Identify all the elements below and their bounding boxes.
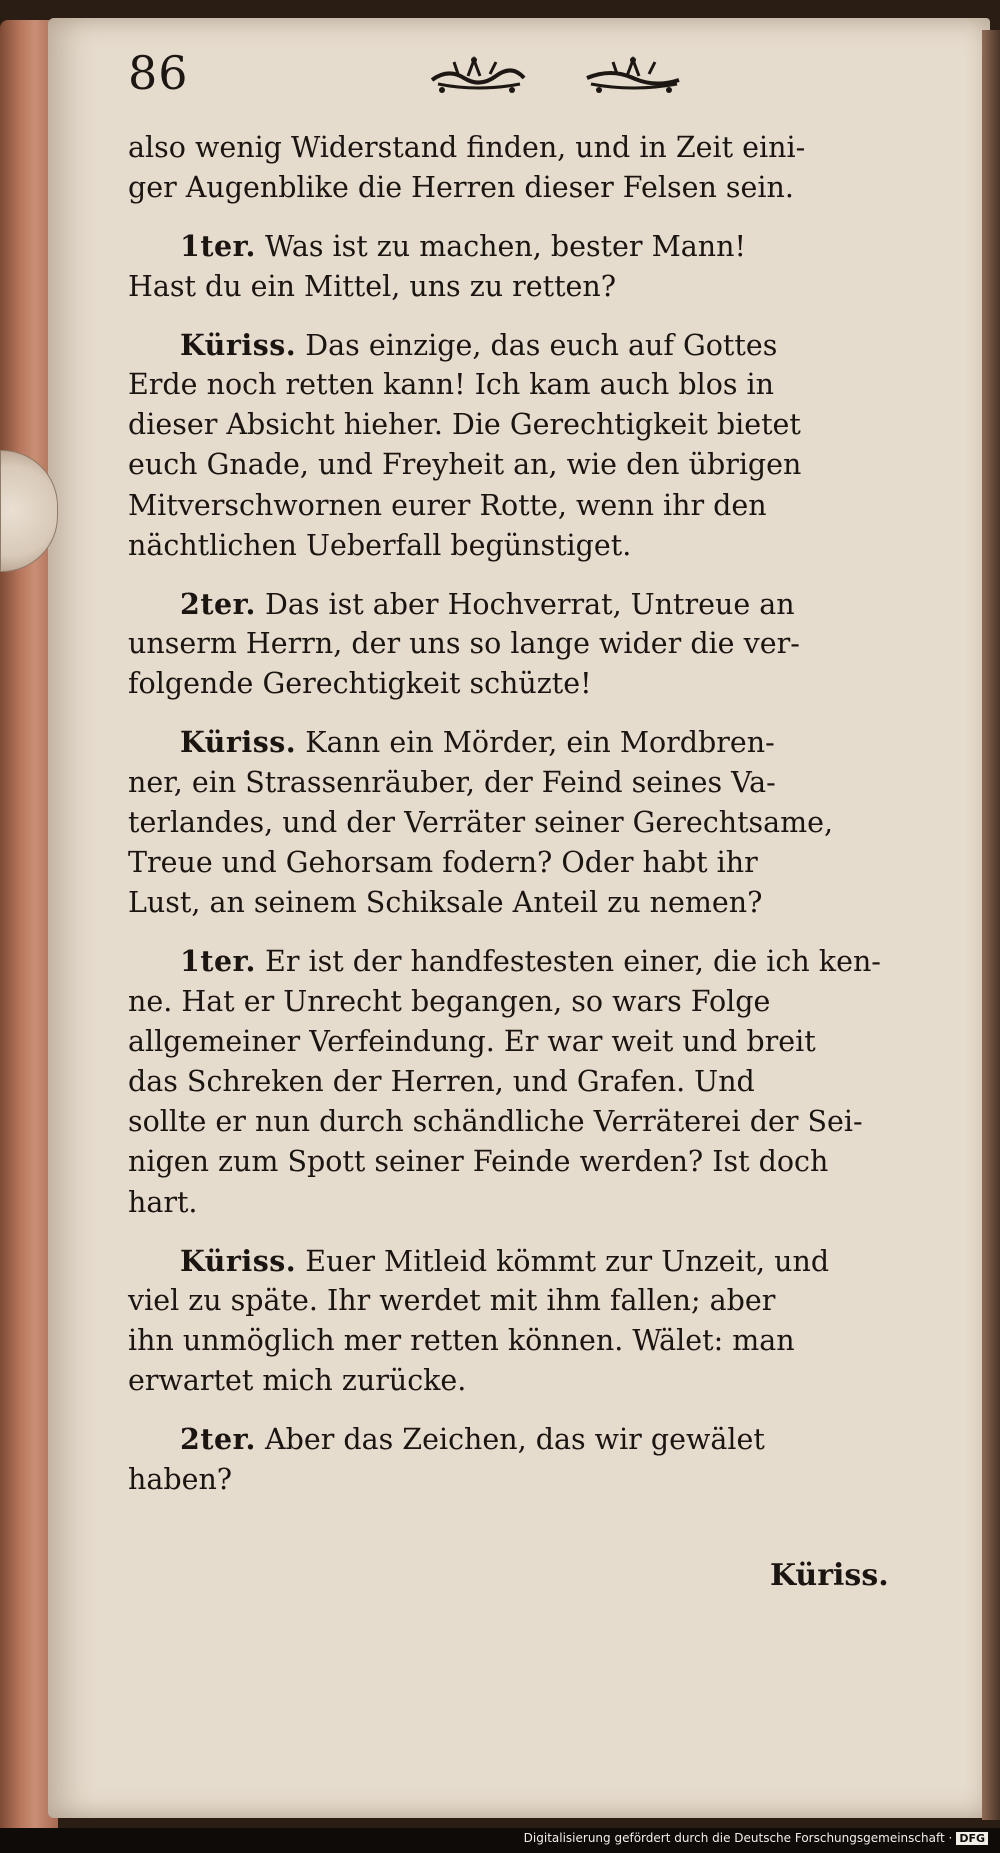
text-line: Treue und Gehorsam fodern? Oder habt ihr [128,846,758,879]
text-line: haben? [128,1462,233,1496]
speaker-name: 2ter. [180,586,256,621]
footer-credit [524,1831,988,1845]
text-line: das Schreken der Herren, und Grafen. Und [128,1064,755,1098]
speaker-name: Küriss. [180,1243,297,1278]
dialogue-line: Küriss. Euer Mitleid kömmt zur Unzeit, und [180,1243,830,1278]
dfg-logo: DFG [956,1832,988,1845]
text-line: terlandes, und der Verräter seiner Gerechtsame, [128,805,834,839]
text-line: nigen zum Spott seiner Feinde werden? Ist doch [128,1145,829,1179]
text-line: also wenig Widerstand finden, und in Zeit eini- [128,131,806,164]
text-line: dieser Absicht hieher. Die Gerechtigkeit bietet [128,408,801,442]
text-line: nächtlichen Ueberfall begünstiget. [128,528,632,562]
ornament-vine-icon [583,54,683,98]
footer-credit-text: Digitalisierung gefördert durch die Deutsche Forschungsgemeinschaft · [523,1831,953,1845]
text-line: unserm Herrn, der uns so lange wider die ver- [128,627,800,661]
dialogue-line: 2ter. Das ist aber Hochverrat, Untreue an [180,586,795,621]
speaker-name: 1ter. [180,229,256,264]
dialogue-line: 2ter. Aber das Zeichen, das wir gewälet [180,1422,765,1457]
dialogue-line: 1ter. Was ist zu machen, bester Mann! [180,229,746,264]
speaker-name: 1ter. [180,944,256,979]
page-number: 86 [128,46,189,100]
book-right-edge [982,30,1000,1820]
text-line: Erde noch retten kann! Ich kam auch blos in [128,367,775,401]
text-line: Mitverschwornen eurer Rotte, wenn ihr den [128,488,767,522]
text-line: erwartet mich zurücke. [128,1364,467,1398]
speaker-name: Küriss. [180,725,297,760]
catchword: Küriss. [770,1558,889,1593]
text-line: folgende Gerechtigkeit schüzte! [128,667,592,701]
text-line: Hast du ein Mittel, uns zu retten? [128,269,617,303]
dialogue-line: Küriss. Das einzige, das euch auf Gottes [180,327,778,362]
ornament-vine-icon [428,54,528,98]
text-line: Lust, an seinem Schiksale Anteil zu nemen? [128,886,763,920]
text-line: sollte er nun durch schändliche Verräterei der Sei- [128,1105,863,1139]
text-line: viel zu späte. Ihr werdet mit ihm fallen; aber [128,1283,776,1317]
text-line: euch Gnade, und Freyheit an, wie den übrigen [128,448,802,482]
speaker-name: Küriss. [180,327,297,362]
page-header [128,46,928,106]
text-line: allgemeiner Verfeindung. Er war weit und breit [128,1024,816,1058]
speaker-name: 2ter. [180,1422,256,1457]
dialogue-line: Küriss. Kann ein Mörder, ein Mordbren- [180,725,775,760]
text-line: ne. Hat er Unrecht begangen, so wars Folge [128,984,771,1018]
dialogue-line: 1ter. Er ist der handfestesten einer, die ich ken- [180,944,881,979]
text-line: ner, ein Strassenräuber, der Feind seines Va- [128,765,776,799]
play-text [128,128,938,1500]
text-line: ihn unmöglich mer retten können. Wälet: man [128,1324,795,1358]
text-line: hart. [128,1185,198,1219]
text-line: ger Augenblike die Herren dieser Felsen sein. [128,171,794,205]
